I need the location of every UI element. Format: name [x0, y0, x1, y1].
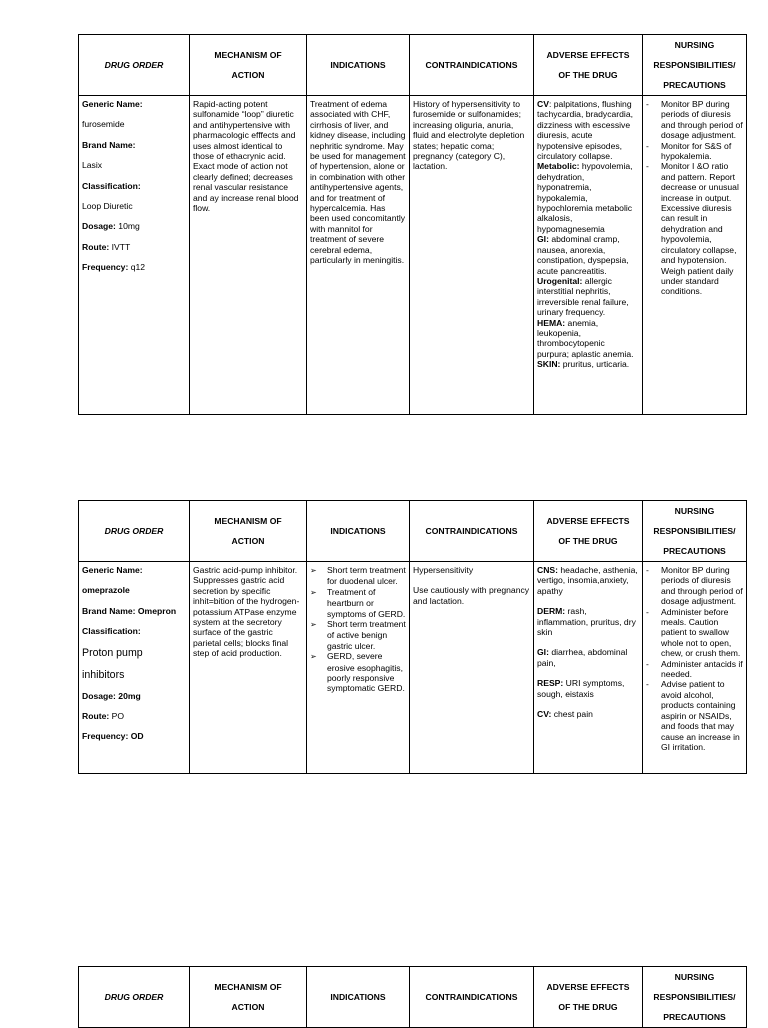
- header-nursing: NURSING RESPONSIBILITIES/ PRECAUTIONS: [643, 35, 747, 96]
- adverse-item: CV: palpitations, flushing tachycardia, bradycardia, dizziness with escessive diuresis, acute hypotensive episodes, circulatory collapse.: [537, 99, 634, 162]
- header-mechanism: MECHANISM OF ACTION: [190, 35, 307, 96]
- route-value: IVTT: [109, 241, 131, 252]
- indication-item: ➢ GERD, severe erosive esophagitis, poorly responsive symptomatic GERD.: [310, 651, 406, 694]
- generic-name-value: omeprazole: [82, 585, 130, 596]
- header-adverse-effects: ADVERSE EFFECTS OF THE DRUG: [534, 967, 643, 1028]
- nursing-item: - Advise patient to avoid alcohol, products containing aspirin or NSAIDs, and foods that may cause an increase in GI irritation.: [646, 679, 743, 752]
- table-header-row: [79, 501, 747, 562]
- route-label: Route:: [82, 241, 110, 252]
- frequency-label: Frequency:: [82, 262, 129, 273]
- header-nursing: NURSING RESPONSIBILITIES/ PRECAUTIONS: [643, 967, 747, 1028]
- nursing-item: - Administer antacids if needed.: [646, 659, 743, 680]
- generic-name-label: Generic Name:: [82, 565, 143, 575]
- nursing-item: - Monitor I &O ratio and pattern. Report decrease or unusual increase in output. Excessive diuresis can result in dehydration and hypovolemia, circulatory collapse, and hypotension. Weigh patient daily under standard conditions.: [646, 161, 743, 296]
- header-drug-order: DRUG ORDER: [79, 967, 190, 1028]
- classification-label: Classification:: [82, 626, 141, 637]
- classification-value-line-2: inhibitors: [82, 668, 125, 681]
- indication-item: ➢ Short term treatment for duodenal ulcer.: [310, 565, 406, 587]
- adverse-item: GI: abdominal cramp, nausea, anorexia, constipation, dyspepsia, acute pancreatitis.: [537, 234, 629, 276]
- nursing-item: - Administer before meals. Caution patient to swallow whole not to open, chew, or crush them.: [646, 607, 743, 659]
- header-contraindications: CONTRAINDICATIONS: [410, 501, 534, 562]
- indication-item: ➢ Short term treatment of active benign gastric ulcer.: [310, 619, 406, 651]
- generic-name-label: Generic Name:: [82, 99, 143, 109]
- indications-cell: [307, 562, 410, 774]
- dosage-label: Dosage: 20mg: [82, 690, 141, 701]
- drug-table-1: [78, 34, 747, 415]
- header-indications: INDICATIONS: [307, 35, 410, 96]
- adverse-item: Metabolic: hypovolemia, dehydration, hyponatremia, hypokalemia, hypochloremia metabolic alkalosis, hypomagnesemia: [537, 161, 633, 234]
- dosage-value: 10mg: [115, 221, 140, 232]
- header-adverse-effects: ADVERSE EFFECTS OF THE DRUG: [534, 35, 643, 96]
- table-row: [79, 562, 747, 774]
- nursing-item: - Monitor BP during periods of diuresis and through period of dosage adjustment.: [646, 99, 743, 141]
- adverse-item: GI: diarrhea, abdominal pain,: [537, 647, 628, 668]
- header-drug-order: DRUG ORDER: [79, 501, 190, 562]
- nursing-cell: [643, 96, 747, 415]
- adverse-item: CNS: headache, asthenia, vertigo, insomia,anxiety, apathy: [537, 565, 638, 596]
- table-header-row: [79, 35, 747, 96]
- header-mechanism: MECHANISM OF ACTION: [190, 967, 307, 1028]
- classification-value: Loop Diuretic: [82, 201, 133, 212]
- table-header-row: [79, 967, 747, 1028]
- header-drug-order: DRUG ORDER: [79, 35, 190, 96]
- brand-name-label: Brand Name:: [82, 139, 136, 150]
- adverse-item: CV: chest pain: [537, 709, 593, 720]
- adverse-item: RESP: URI symptoms, sough, eistaxis: [537, 678, 625, 699]
- route-label: Route:: [82, 711, 110, 722]
- indications-cell: Treatment of edema associated with CHF, cirrhosis of liver, and kidney disease, including nephritic syndrome. May be used for management of hypertension, alone or in combination with other antihypertensive agents, and for treatment of hypercalcemia. Has been used concomitantly with mannitol for treatment of severe cerebral edema, particularly in meningitis.: [307, 96, 410, 415]
- drug-table-2: [78, 500, 747, 774]
- mechanism-cell: Rapid-acting potent sulfonamide “loop” diuretic and antihypertensive with pharmacologic efffects and uses almost identical to those of ethacrynic acid. Exact mode of action not clearly defined; decreases renal vascular resistance and ay increase renal blood flow.: [190, 96, 307, 415]
- frequency-label: Frequency: OD: [82, 731, 144, 742]
- indication-item: ➢ Treatment of heartburn or symptoms of GERD.: [310, 587, 406, 619]
- route-value: PO: [109, 711, 125, 722]
- header-contraindications: CONTRAINDICATIONS: [410, 967, 534, 1028]
- drug-table-3: [78, 966, 747, 1028]
- adverse-item: DERM: rash, inflammation, pruritus, dry skin: [537, 606, 636, 638]
- header-nursing: NURSING RESPONSIBILITIES/ PRECAUTIONS: [643, 501, 747, 562]
- dosage-label: Dosage:: [82, 221, 116, 232]
- adverse-effects-cell: [534, 96, 643, 415]
- adverse-item: HEMA: anemia, leukopenia, thrombocytopenic purpura; aplastic anemia.: [537, 317, 634, 359]
- brand-name-label: Brand Name: Omepron: [82, 605, 177, 616]
- adverse-effects-cell: [534, 562, 643, 774]
- header-adverse-effects: ADVERSE EFFECTS OF THE DRUG: [534, 501, 643, 562]
- generic-name-value: furosemide: [82, 119, 125, 130]
- adverse-item: Urogenital: allergic interstitial nephritis, irreversible renal failure, urinary frequency.: [537, 275, 629, 318]
- header-indications: INDICATIONS: [307, 501, 410, 562]
- classification-value-line-1: Proton pump: [82, 646, 143, 659]
- contraindications-cell: [410, 562, 534, 774]
- classification-label: Classification:: [82, 180, 141, 191]
- adverse-item: SKIN: pruritus, urticaria.: [537, 359, 630, 370]
- table-row: [79, 96, 747, 415]
- nursing-item: - Monitor BP during periods of diuresis and through period of dosage adjustment.: [646, 565, 743, 607]
- contraindication-item: Hypersensitivity: [413, 565, 474, 575]
- header-indications: INDICATIONS: [307, 967, 410, 1028]
- mechanism-cell: Gastric acid-pump inhibitor. Suppresses gastric acid secretion by specific inhit=bition of the hydrogen-potassium ATPase enzyme system at the secretory surface of the gastric parietal cells; blocks final step of acid production.: [190, 562, 307, 774]
- header-mechanism: MECHANISM OF ACTION: [190, 501, 307, 562]
- drug-order-cell: [79, 562, 190, 774]
- frequency-value: q12: [128, 262, 146, 273]
- contraindication-item: Use cautiously with pregnancy and lactation.: [413, 585, 530, 606]
- nursing-item: - Monitor for S&S of hypokalemia.: [646, 141, 743, 162]
- brand-name-value: Lasix: [82, 160, 103, 171]
- drug-order-cell: [79, 96, 190, 415]
- nursing-cell: [643, 562, 747, 774]
- contraindications-cell: History of hypersensitivity to furosemide or sulfonamides; increasing oliguria, anuria, fluid and electrolyte depletion states; hepatic coma; pregnancy (category C), lactation.: [410, 96, 534, 415]
- header-contraindications: CONTRAINDICATIONS: [410, 35, 534, 96]
